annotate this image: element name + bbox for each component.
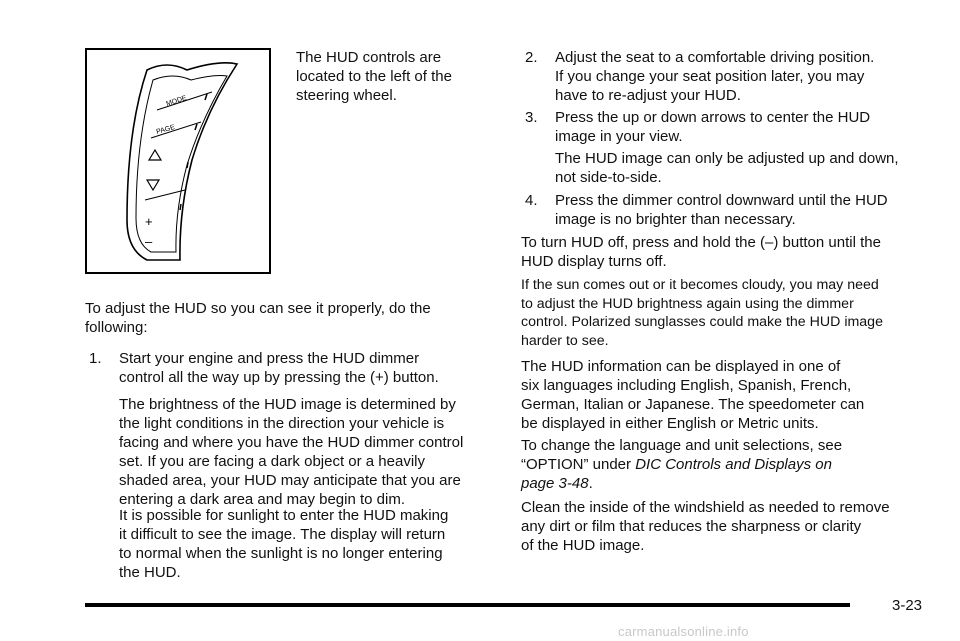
- paragraph-line: be displayed in either English or Metric units.: [521, 415, 819, 432]
- paragraph-line: The HUD information can be displayed in one of: [521, 358, 841, 375]
- paragraph-line: to normal when the sunlight is no longer entering: [119, 545, 443, 562]
- page-label: PAGE: [155, 123, 176, 136]
- paragraph-line: set. If you are facing a dark object or a heavily: [119, 453, 425, 470]
- paragraph-line: to adjust the HUD brightness again using the dimmer: [521, 295, 854, 312]
- paragraph-line: six languages including English, Spanish, French,: [521, 377, 852, 394]
- step-1: [89, 349, 489, 387]
- hud-off-paragraph: [521, 233, 931, 271]
- paragraph-line: If the sun comes out or it becomes cloudy, you may need: [521, 277, 879, 293]
- languages-paragraph: [521, 357, 931, 433]
- hud-controls-figure: [85, 48, 271, 274]
- cross-reference-page-link[interactable]: page 3-48: [521, 475, 589, 492]
- step-number: 1.: [89, 350, 102, 367]
- paragraph-line: harder to see.: [521, 332, 609, 349]
- watermark-text: carmanualsonline.info: [618, 624, 749, 639]
- paragraph-line: HUD display turns off.: [521, 253, 667, 270]
- sun-paragraph: [521, 276, 931, 350]
- paragraph-line: entering a dark area and may begin to dim.: [119, 491, 406, 508]
- page-number: 3-23: [892, 597, 923, 614]
- step-text: have to re-adjust your HUD.: [555, 87, 741, 104]
- down-arrow-icon: [147, 180, 159, 190]
- paragraph-line: facing and where you have the HUD dimmer control: [119, 434, 464, 451]
- step-4: [525, 191, 935, 229]
- step-text: image is no brighter than necessary.: [555, 211, 796, 228]
- paragraph-line: The HUD image can only be adjusted up and down,: [555, 150, 899, 167]
- step-text: control all the way up by pressing the (+) button.: [119, 369, 439, 386]
- step-text: Adjust the seat to a comfortable driving position.: [555, 49, 875, 66]
- minus-label: –: [145, 234, 153, 249]
- step-2: [525, 48, 935, 105]
- step-number: 4.: [525, 192, 538, 209]
- paragraph-line: It is possible for sunlight to enter the HUD making: [119, 507, 449, 524]
- paragraph-line: control. Polarized sunglasses could make the HUD image: [521, 314, 883, 331]
- paragraph-line: of the HUD image.: [521, 537, 645, 554]
- plus-label: +: [145, 214, 153, 229]
- step-3: [525, 108, 935, 146]
- footer-rule: [85, 603, 850, 607]
- paragraph-line: To turn HUD off, press and hold the (–) button until the: [521, 234, 881, 251]
- brightness-paragraph: [119, 395, 489, 509]
- paragraph-line: German, Italian or Japanese. The speedometer can: [521, 396, 865, 413]
- step-text: Press the up or down arrows to center the HUD: [555, 109, 871, 126]
- step-text: image in your view.: [555, 128, 683, 145]
- paragraph-line: not side-to-side.: [555, 169, 662, 186]
- step-text: If you change your seat position later, you may: [555, 68, 865, 85]
- step-number: 3.: [525, 109, 538, 126]
- step-3-note: [555, 149, 935, 187]
- paragraph-line: shaded area, your HUD may anticipate that you are: [119, 472, 461, 489]
- step-text: Press the dimmer control downward until the HUD: [555, 192, 888, 209]
- paragraph-line: The brightness of the HUD image is determined by: [119, 396, 456, 413]
- paragraph-line: any dirt or film that reduces the sharpness or clarity: [521, 518, 862, 535]
- clean-windshield-paragraph: [521, 498, 931, 555]
- intro-paragraph: [85, 299, 485, 337]
- sunlight-paragraph: [119, 506, 489, 582]
- step-text: Start your engine and press the HUD dimmer: [119, 350, 420, 367]
- step-number: 2.: [525, 49, 538, 66]
- paragraph-text: .: [588, 475, 593, 492]
- paragraph-line: Clean the inside of the windshield as needed to remove: [521, 499, 890, 516]
- caption-line: located to the left of the: [296, 68, 452, 85]
- paragraph-line: To change the language and unit selections, see: [521, 437, 843, 454]
- figure-caption: [296, 48, 486, 105]
- caption-line: The HUD controls are: [296, 49, 442, 66]
- change-language-paragraph: [521, 436, 931, 493]
- intro-line: To adjust the HUD so you can see it properly, do the: [85, 300, 431, 317]
- hud-control-panel-illustration: [87, 50, 269, 272]
- paragraph-line: it difficult to see the image. The display will return: [119, 526, 446, 543]
- up-arrow-icon: [149, 150, 161, 160]
- caption-line: steering wheel.: [296, 87, 397, 104]
- paragraph-text: “OPTION” under: [521, 456, 636, 473]
- paragraph-line: the HUD.: [119, 564, 181, 581]
- mode-label: MODE: [165, 94, 188, 108]
- cross-reference-link[interactable]: DIC Controls and Displays on: [635, 456, 832, 473]
- intro-line: following:: [85, 319, 148, 336]
- paragraph-line: the light conditions in the direction your vehicle is: [119, 415, 445, 432]
